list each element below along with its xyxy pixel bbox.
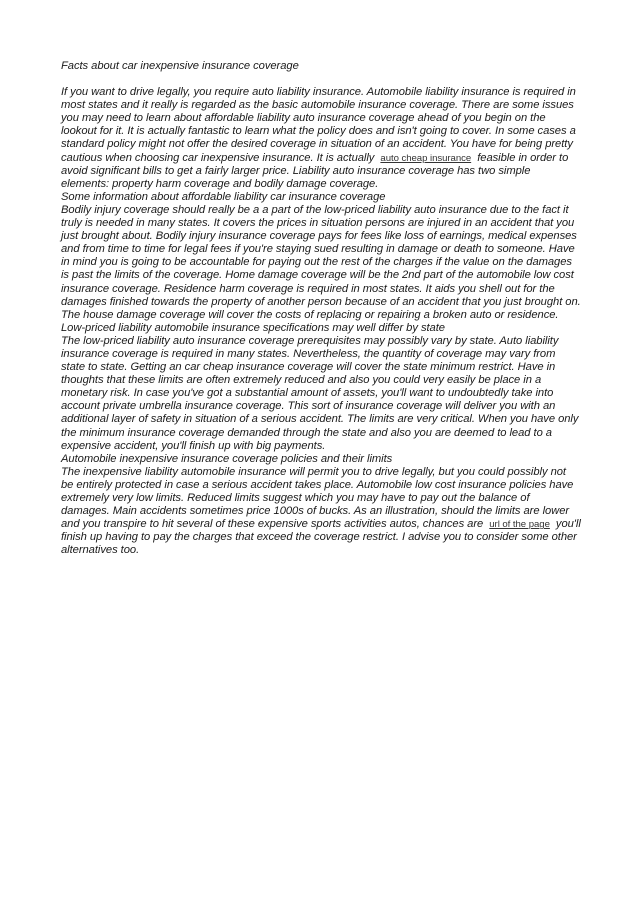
paragraph-policy-limits-text-before: The inexpensive liability automobile insurance will permit you to drive legally, but you could possibly not be entirely protected in case a serious accident takes place. Automobile low cost insurance policies have extremely very low limits. Reduced limits suggest which you may have to pay out the balance of damages. Main accidents sometimes price 1000s of bucks. As an illustration, should the limits are lower and you transpire to hit several of these expensive sports activities autos, chances are	[61, 465, 574, 531]
auto-cheap-insurance-link[interactable]: auto cheap insurance	[380, 152, 472, 164]
url-of-the-page-link[interactable]: url of the page	[489, 519, 550, 531]
section-heading-policy-limits: Automobile inexpensive insurance coverage policies and their limits	[61, 452, 393, 465]
paragraph-intro-text-before: If you want to drive legally, you require auto liability insurance. Automobile liability insurance is required in most states and it really is regarded as the basic automobile insurance coverage. There are some issues you may need to learn about affordable liability auto insurance coverage ahead of you begin on the lookout for it. It is actually fantastic to learn what the policy does and isn't going to cover. In some cases a standard policy might not offer the desired coverage in situation of an accident. You have for being pretty cautious when choosing car inexpensive insurance. It is actually	[61, 86, 576, 164]
document-page	[61, 60, 581, 557]
document-title: Facts about car inexpensive insurance coverage	[61, 60, 299, 72]
section-heading-affordable-liability: Some information about affordable liability car insurance coverage	[61, 190, 386, 203]
paragraph-state-requirements: The low-priced liability auto insurance coverage prerequisites may possibly vary by state. Auto liability insurance coverage is required in many states. Nevertheless, the quantity of coverage may vary from state to state. Getting an car cheap insurance coverage will cover the state minimum restrict. Have in thoughts that these limits are often extremely reduced and also you could very easily be place in a monetary risk. In case you've got a substantial amount of assets, you'll want to undoubtedly take into account private umbrella insurance coverage. This sort of insurance coverage will deliver you with an additional layer of safety in situation of a serious accident. The limits are very critical. When you have only the minimum insurance coverage demanded through the state and also you are deemed to lead to a expensive accident, you'll finish up with big payments.	[61, 334, 579, 452]
paragraph-policy-limits	[61, 466, 581, 558]
paragraph-policy-limits-text-after: you'll finish up having to pay the charges that exceed the coverage restrict. I advise you to consider some other alternatives too.	[61, 518, 581, 557]
paragraph-intro-text-after: feasible in order to avoid significant bills to get a fairly larger price. Liability auto insurance coverage has two simple elements: property harm coverage and bodily damage coverage.	[61, 151, 569, 190]
section-heading-state-requirements: Low-priced liability automobile insurance specifications may well differ by state	[61, 321, 445, 334]
paragraph-bodily-injury: Bodily injury coverage should really be a a part of the low-priced liability auto insurance due to the fact it truly is needed in many states. It covers the prices in situation persons are injured in an accident that you just brought about. Bodily injury insurance coverage pays for fees like loss of earnings, medical expenses and from time to time for legal fees if you're staying sued resulting in damage or death to someone. Have in mind you is going to be accountable for paying out the rest of the charges if the value on the damages is past the limits of the coverage. Home damage coverage will be the 2nd part of the automobile low cost insurance coverage. Residence harm coverage is required in most states. It aids you shell out for the damages finished towards the property of another person because of an accident that you just brought on. The house damage coverage will cover the costs of replacing or repairing a broken auto or residence.	[61, 203, 581, 321]
paragraph-intro	[61, 86, 581, 191]
